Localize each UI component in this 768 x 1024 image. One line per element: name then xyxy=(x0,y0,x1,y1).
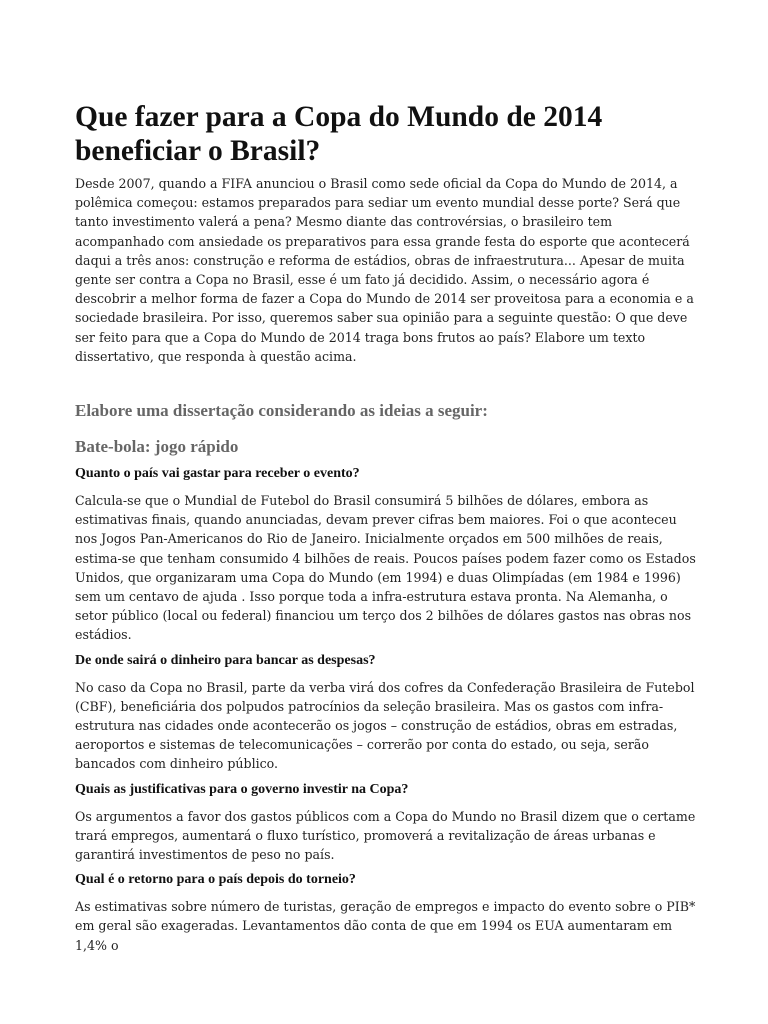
qa-block xyxy=(75,464,697,955)
answer-2: No caso da Copa no Brasil, parte da verba virá dos cofres da Confederação Brasileira de Futebol (CBF), beneficiária dos polpudos patrocínios da seleção brasileira. Mas os gastos com infra-estrutura nas cidades onde acontecerão os jogos – construção de estádios, obras em estradas, aeroportos e sistemas de telecomunicações – correrão por conta do estado, ou seja, serão bancados com dinheiro público. xyxy=(75,679,695,772)
section-heading: Elabore uma dissertação considerando as ideias a seguir: xyxy=(75,401,488,421)
question-4: Qual é o retorno para o país depois do torneio? xyxy=(75,872,356,888)
intro-paragraph: Desde 2007, quando a FIFA anunciou o Brasil como sede oficial da Copa do Mundo de 2014, a polêmica começou: estamos preparados para sediar um evento mundial desse porte? Será que tanto investimento valerá a pena? Mesmo diante das controvérsias, o brasileiro tem acompanhado com ansiedade os preparativos para essa grande festa do esporte que acontecerá daqui a três anos: construção e reforma de estádios, obras de infraestrutura... Apesar de muita gente ser contra a Copa no Brasil, esse é um fato já decidido. Assim, o necessário agora é descobrir a melhor forma de fazer a Copa do Mundo de 2014 ser proveitosa para a economia e a sociedade brasileira. Por isso, queremos saber sua opinião para a seguinte questão: O que deve ser feito para que a Copa do Mundo de 2014 traga bons frutos ao país? Elabore um texto dissertativo, que responda à questão acima. xyxy=(75,176,694,364)
question-3: Quais as justificativas para o governo investir na Copa? xyxy=(75,781,409,797)
answer-4: As estimativas sobre número de turistas, geração de empregos e impacto do evento sobre o PIB* em geral são exageradas. Levantamentos dão conta de que em 1994 os EUA aumentaram em 1,4% o xyxy=(75,899,696,953)
document-page xyxy=(75,100,697,961)
subsection-heading: Bate-bola: jogo rápido xyxy=(75,437,239,457)
question-2: De onde sairá o dinheiro para bancar as despesas? xyxy=(75,652,376,668)
article-title: Que fazer para a Copa do Mundo de 2014 beneficiar o Brasil? xyxy=(75,101,603,167)
answer-3: Os argumentos a favor dos gastos públicos com a Copa do Mundo no Brasil dizem que o certame trará empregos, aumentará o fluxo turístico, promoverá a revitalização de áreas urbanas e garantirá investimentos de peso no país. xyxy=(75,808,696,863)
answer-1: Calcula-se que o Mundial de Futebol do Brasil consumirá 5 bilhões de dólares, embora as estimativas finais, quando anunciadas, devam prever cifras bem maiores. Foi o que aconteceu nos Jogos Pan-Americanos do Rio de Janeiro. Inicialmente orçados em 500 milhões de reais, estima-se que tenham consumido 4 bilhões de reais. Poucos países podem fazer como os Estados Unidos, que organizaram uma Copa do Mundo (em 1994) e duas Olimpíadas (em 1984 e 1996) sem um centavo de ajuda . Isso porque toda a infra-estrutura estava pronta. Na Alemanha, o setor público (local ou federal) financiou um terço dos 2 bilhões de dólares gastos nas obras nos estádios. xyxy=(75,493,696,643)
question-1: Quanto o país vai gastar para receber o evento? xyxy=(75,466,360,482)
